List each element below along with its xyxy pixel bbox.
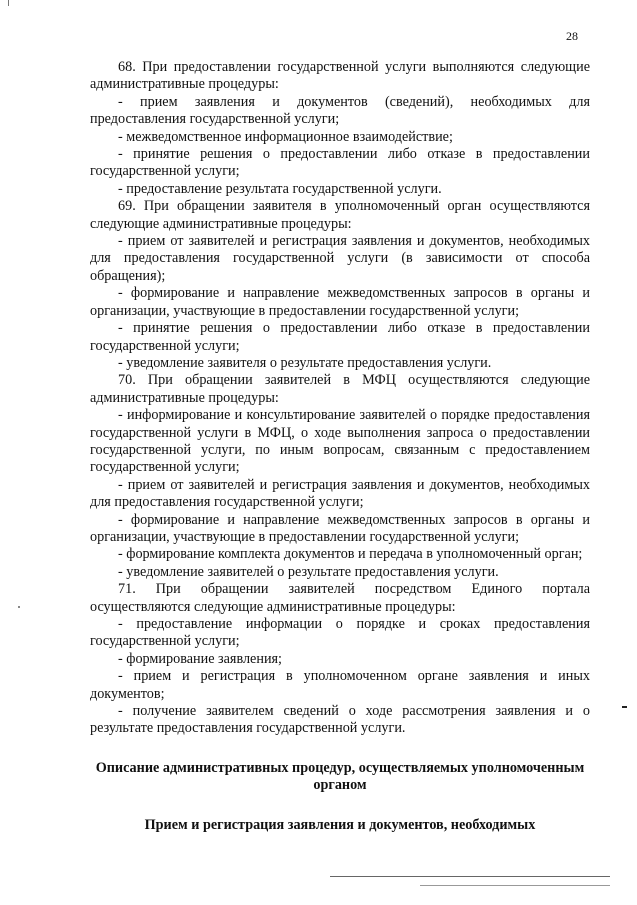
document-body	[90, 59, 590, 834]
list-item: - прием от заявителей и регистрация заявления и документов, необходимых для предоставления государственной услуги;	[90, 476, 590, 511]
scan-line	[420, 885, 610, 886]
list-item: - информирование и консультирование заявителей о порядке предоставления государственной услуги в МФЦ, о ходе выполнения запроса о предоставлении государственной услуги, по иным вопросам, связанным с предоставлением государственной услуги;	[90, 407, 590, 476]
list-item: - принятие решения о предоставлении либо отказе в предоставлении государственной услуги;	[90, 146, 590, 180]
list-item: - формирование и направление межведомственных запросов в органы и организации, участвующие в предоставлении государственной услуги;	[90, 511, 590, 545]
scan-line	[330, 876, 610, 877]
list-item: - уведомление заявителей о результате предоставления услуги.	[118, 563, 499, 580]
paragraph-68: 68. При предоставлении государственной услуги выполняются следующие административные процедуры:	[90, 59, 590, 93]
list-item: - формирование заявления;	[118, 650, 283, 667]
scan-mark-dot	[18, 606, 20, 608]
list-item: - уведомление заявителя о результате предоставления услуги.	[118, 354, 492, 371]
paragraph-69: 69. При обращении заявителя в уполномоченный орган осуществляются следующие административные процедуры:	[90, 198, 590, 232]
list-item: - предоставление результата государственной услуги.	[118, 180, 442, 197]
list-item: - прием и регистрация в уполномоченном органе заявления и иных документов;	[90, 668, 590, 702]
list-item: - формирование комплекта документов и передача в уполномоченный орган;	[118, 546, 583, 563]
list-item: - прием заявления и документов (сведений), необходимых для предоставления государственной услуги;	[90, 93, 590, 128]
list-item: - предоставление информации о порядке и сроках предоставления государственной услуги;	[90, 616, 590, 650]
page-number: 28	[566, 29, 578, 43]
list-item: - формирование и направление межведомственных запросов в органы и организации, участвующие в предоставлении государственной услуги;	[90, 285, 590, 319]
list-item: - принятие решения о предоставлении либо отказе в предоставлении государственной услуги;	[90, 320, 590, 354]
subsection-heading: Прием и регистрация заявления и документов, необходимых	[144, 816, 536, 833]
paragraph-70: 70. При обращении заявителей в МФЦ осуществляются следующие административные процедуры:	[90, 372, 590, 406]
section-heading: Описание административных процедур, осуществляемых уполномоченным органом	[95, 759, 585, 794]
list-item: - прием от заявителей и регистрация заявления и документов, необходимых для предоставления государственной услуги (в зависимости от способа обращения);	[90, 233, 590, 284]
scan-mark-top	[8, 0, 9, 6]
scan-mark-right	[622, 706, 627, 708]
list-item: - получение заявителем сведений о ходе рассмотрения заявления и о результате предоставления государственной услуги.	[90, 703, 590, 737]
paragraph-71: 71. При обращении заявителей посредством Единого портала осуществляются следующие административные процедуры:	[90, 581, 590, 615]
list-item: - межведомственное информационное взаимодействие;	[118, 128, 453, 145]
